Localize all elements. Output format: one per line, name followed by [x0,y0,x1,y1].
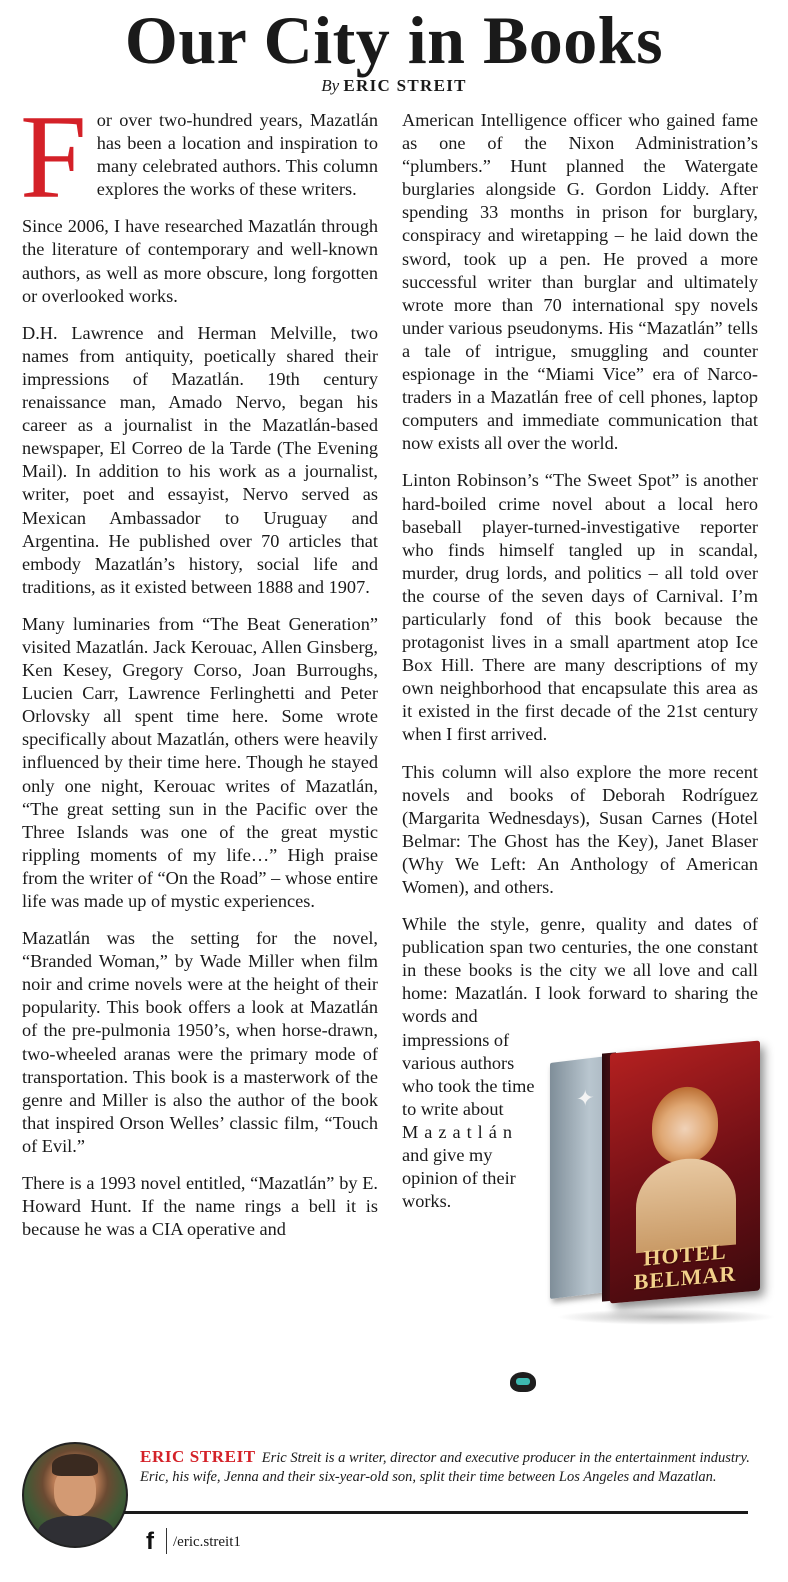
article-paragraph-3: D.H. Lawrence and Herman Melville, two names from antiquity, poetically shared their impressions of Mazatlán. 19th century renaissance man, Amado Nervo, began his career as a journalist in the Mazatlán-based newspaper, El Correo de la Tarde (The Evening Mail). In addition to his work as a journalist, writer, poet and essayist, Nervo served as Mexican Ambassador to Uruguay and Argentina. He published over 70 articles that embody Mazatlán’s history, social life and traditions, as it existed between 1888 and 1907. [22,322,378,597]
author-bio [140,1447,755,1487]
book-cover-image [546,1047,776,1337]
bio-author-name: ERIC STREIT [140,1447,256,1466]
byline-author: ERIC STREIT [343,76,467,95]
paragraph-10-tail-city: Mazatlán [402,1121,519,1142]
article-title: Our City in Books [124,2,664,78]
article-column-left [20,90,378,1255]
dove-icon: ✦ [576,1084,595,1112]
article-paragraph-1 [20,90,378,223]
author-avatar [22,1442,128,1548]
footer-divider [124,1511,748,1514]
facebook-icon[interactable]: f [146,1528,154,1555]
social-handle-link[interactable]: /eric.streit1 [173,1534,241,1550]
paragraph-1-text: or over two-hundred years, Mazatlán has been a location and inspiration to many celebrated authors. This column explores the works of these writers. [96,110,378,200]
article-paragraph-2: Since 2006, I have researched Mazatlán through the literature of contemporary and well-known authors, as well as more obscure, long forgotten or overlooked works. [22,216,378,306]
article-column-right [402,109,758,1337]
paragraph-10-tail-b: and give my opinion of their works. [402,1145,516,1212]
avatar-hair [52,1454,98,1476]
article-paragraph-4: Many luminaries from “The Beat Generation” visited Mazatlán. Jack Kerouac, Allen Ginsberg, Ken Kesey, Gregory Corso, Joan Burroughs, Lucien Carr, Lawrence Ferlinghetti and Peter Orlovsky all spent time here. Some wrote specifically about Mazatlán, others were heavily influenced by their time here. Though he stayed only one night, Kerouac writes of Mazatlán, “The great setting sun in the Pacific over the Three Islands was one of the great mystic rippling moments of my life…” High praise from the writer of “On the Road” – whose entire life was made up of mystic experiences. [22,613,378,911]
avatar-shirt [38,1516,114,1548]
paragraph-10-tail-a: impressions of various authors who took the time to write about [402,1029,535,1119]
bio-text: Eric Streit is a writer, director and executive producer in the entertainment industry. Eric, his wife, Jenna and their six-year-old son, split their time between Los Angeles and Mazatlan. [140,1450,750,1485]
article-paragraph-8: Linton Robinson’s “The Sweet Spot” is another hard-boiled crime novel about a local hero baseball player-turned-investigative reporter who finds himself tangled up in scandal, murder, drug lords, and politics – all told over the course of the seven days of Carnival. I’m particularly fond of this book because the protagonist lives in a small apartment atop Ice Box Hill. There are many descriptions of my own neighborhood that encapsulate this area as it existed in the first decade of the 21st century when I first arrived. [402,470,758,745]
book-shadow [556,1309,776,1325]
byline [0,76,788,96]
cover-portrait [652,1084,718,1166]
paragraph-10-text: While the style, genre, quality and dates of publication span two centuries, the one constant in these books is the city we all love and call home: Mazatlán. I look forward to sharing the words and [402,914,758,1027]
social-separator [166,1528,167,1554]
drop-cap: F [20,90,87,223]
article-paragraph-9: This column will also explore the more recent novels and books of Deborah Rodríguez (Margarita Wednesdays), Susan Carnes (Hotel Belmar: The Ghost has the Key), Janet Blaser (Why We Left: An Anthology of American Women), and others. [402,761,758,897]
byline-by: By [321,76,340,95]
end-mark-icon [510,1372,536,1392]
article-paragraph-5: Mazatlán was the setting for the novel, “Branded Woman,” by Wade Miller when film noir and crime novels were at the height of their popularity. This book offers a look at Mazatlán of the pre-pulmonia 1950’s, when horse-drawn, two-wheeled aranas were the primary mode of transportation. This book is a masterwork of the genre and Miller is also the author of the book that inspired Orson Welles’ classic film, “Touch of Evil.” [22,928,378,1156]
book-front-cover [610,1040,760,1303]
article-paragraph-10 [402,913,758,1028]
article-paragraph-6: There is a 1993 novel entitled, “Mazatlán” by E. Howard Hunt. If the name rings a bell it is because he was a CIA operative and [22,1173,378,1240]
cover-title: HOTEL BELMAR [633,1237,737,1295]
article-paragraph-7: American Intelligence officer who gained fame as one of the Nixon Administration’s “plumbers.” Hunt planned the Watergate burglaries alongside G. Gordon Liddy. After spending 33 months in prison for burglary, conspiracy and wiretapping – he laid down the sword, took up a pen. He proved a more successful writer than burglar and ultimately wrote more than 70 international spy novels under various pseudonyms. His “Mazatlán” tells a tale of intrigue, smuggling and counter espionage in the “Miami Vice” era of Narco-traders in a Mazatlán free of cell phones, laptop computers and immediate communication that now exists all over the world. [402,110,758,454]
